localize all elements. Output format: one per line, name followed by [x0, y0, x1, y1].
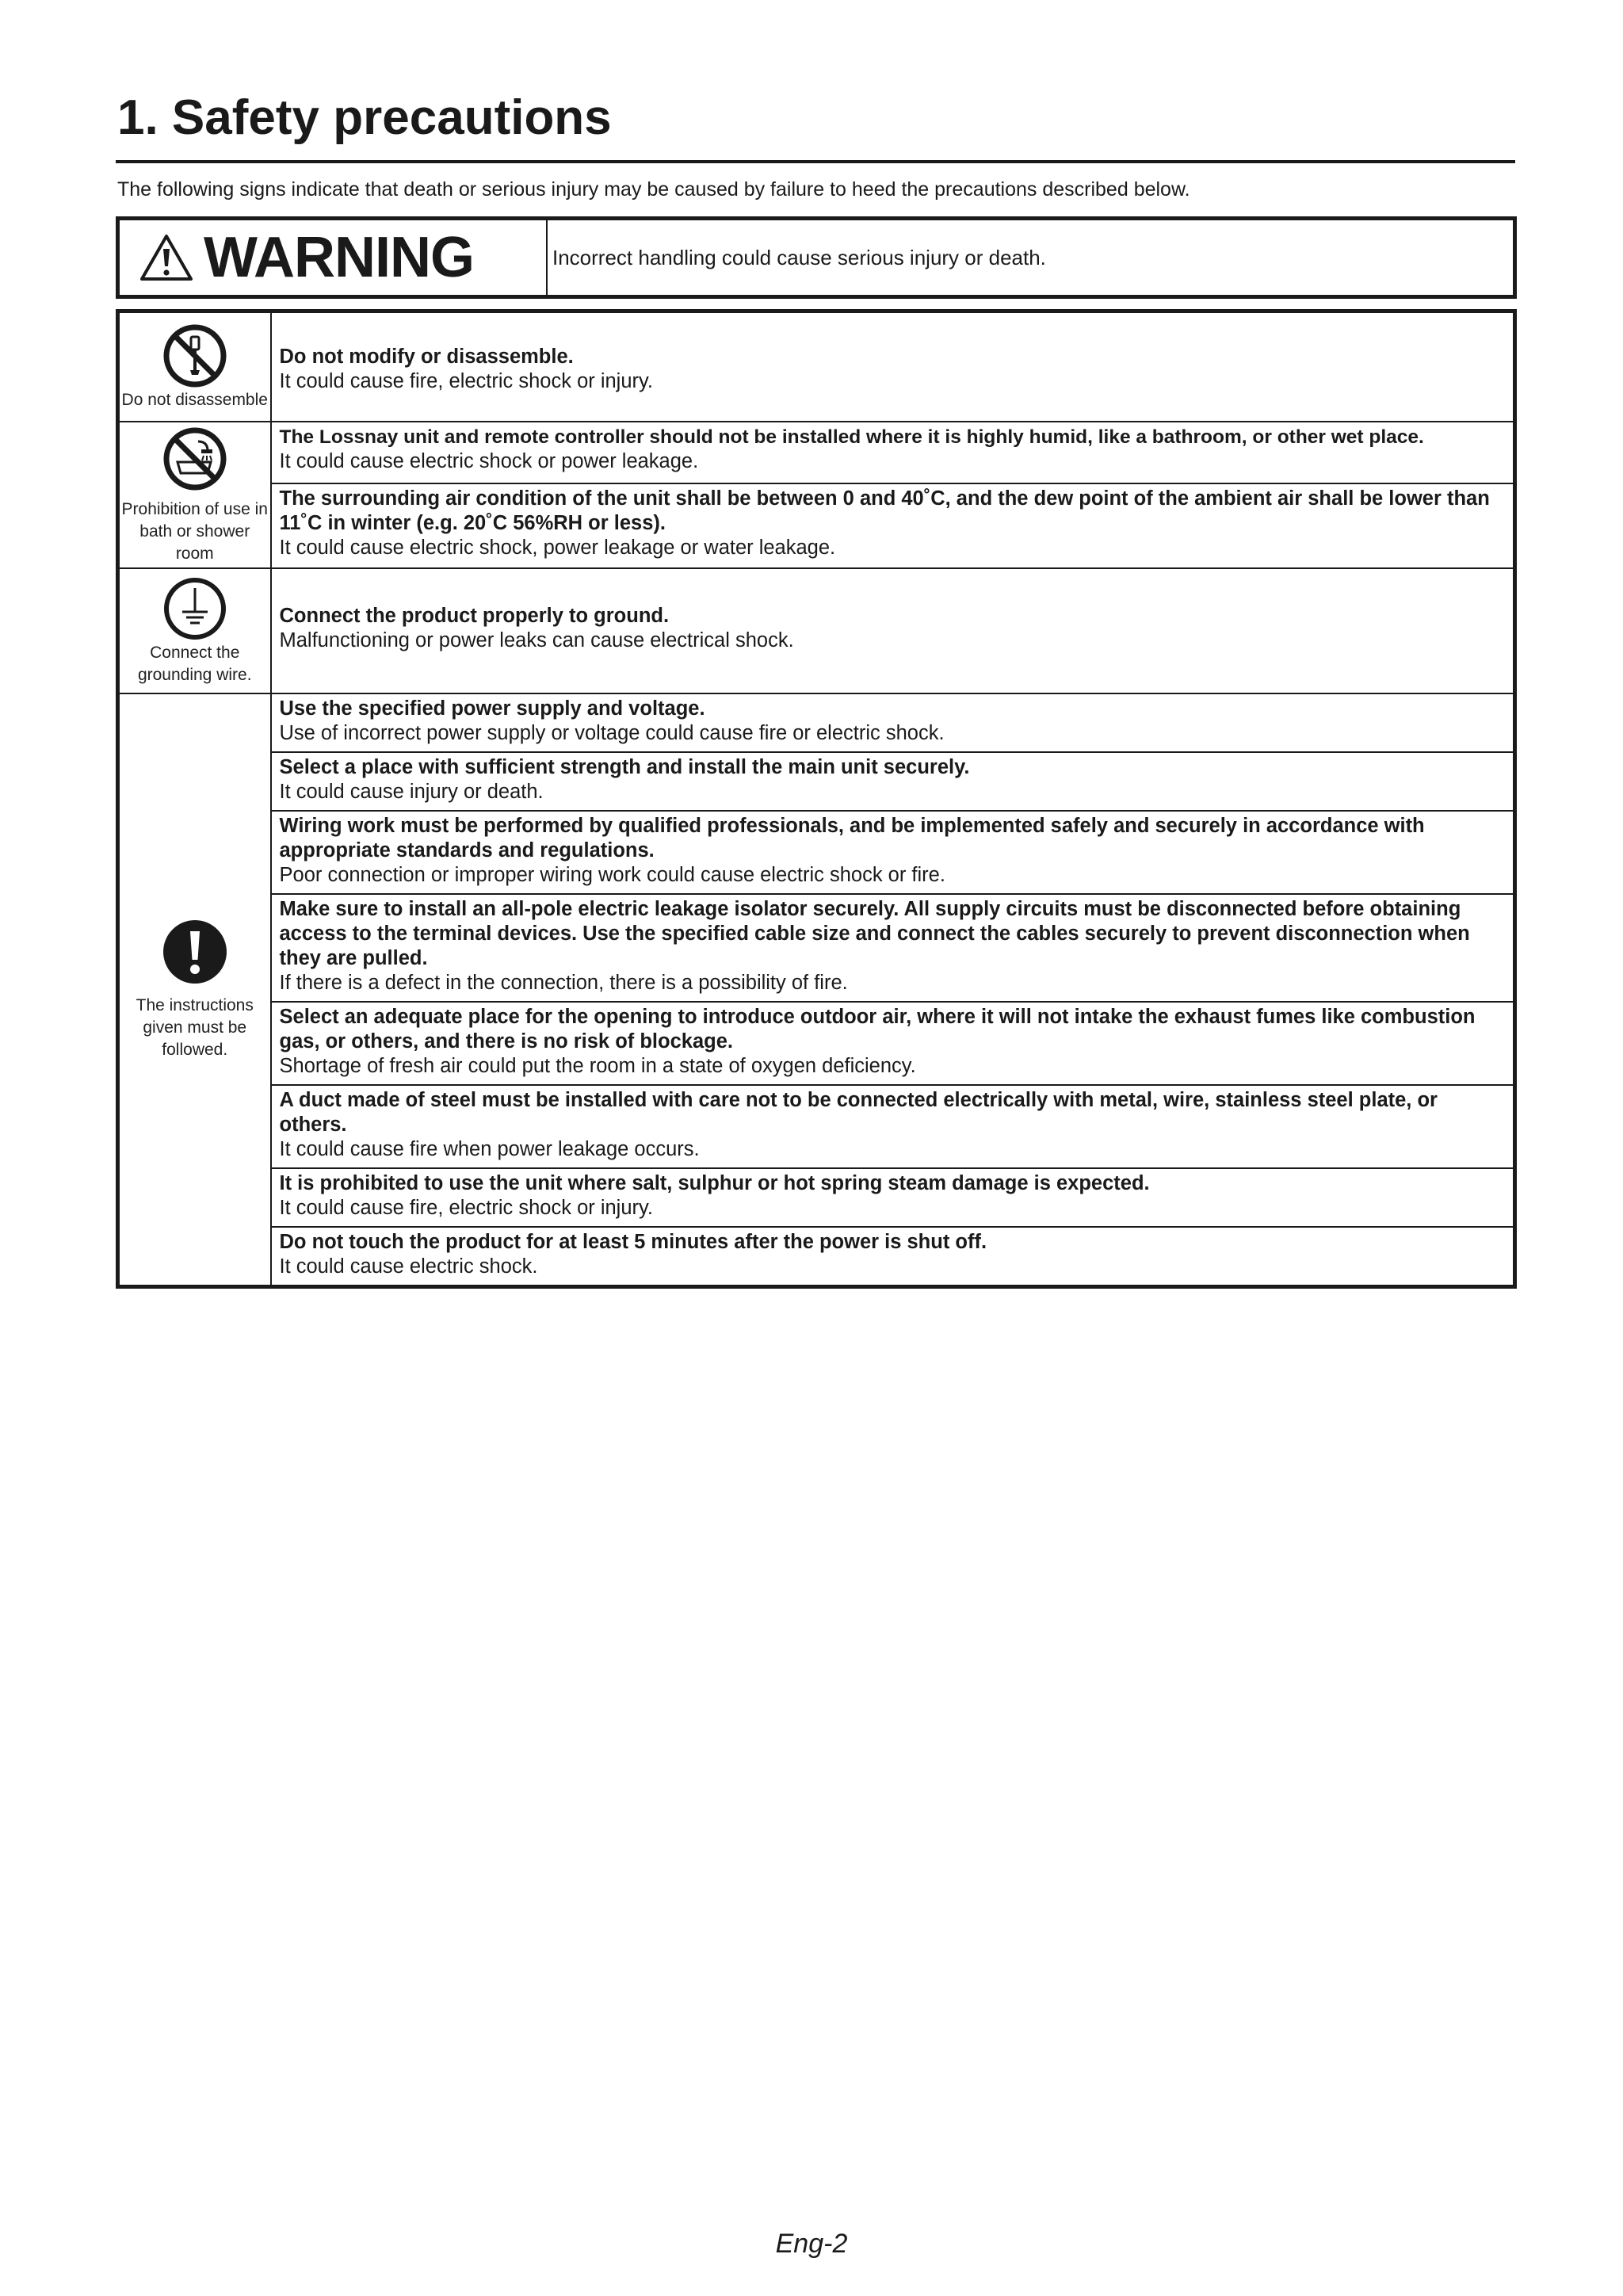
no-bath-shower-icon [162, 426, 228, 492]
precaution-title: Make sure to install an all-pole electric leakage isolator securely. All supply circuits must be disconnected before obtaining access to the terminal devices. Use the specified cable size and connect the cables securely to prevent disconnection when they are pulled. [279, 898, 1470, 969]
precaution-title: Wiring work must be performed by qualified professionals, and be implemented safely and securely in accordance with appropriate standards and regulations. [279, 815, 1425, 861]
precaution-title: The surrounding air condition of the unit shall be between 0 and 40˚C, and the dew point of the ambient air shall be lower than 11˚C in winter (e.g. 20˚C 56%RH or less). [279, 487, 1490, 534]
precaution-cell [271, 1002, 1515, 1085]
precaution-detail: It could cause electric shock. [279, 1255, 538, 1278]
precaution-row [118, 568, 1515, 693]
precaution-detail: It could cause electric shock, power leakage or water leakage. [279, 537, 836, 559]
mandatory-instruction-icon [162, 919, 228, 985]
warning-triangle-icon [139, 233, 194, 282]
precaution-row [118, 693, 1515, 752]
icon-cell-bath [118, 422, 271, 568]
precaution-title: It is prohibited to use the unit where salt, sulphur or hot spring steam damage is expected. [279, 1172, 1150, 1194]
title-divider [116, 160, 1515, 163]
precaution-item [272, 753, 1514, 810]
precaution-cell [271, 1227, 1515, 1287]
precaution-cell [271, 1085, 1515, 1168]
precaution-item [272, 313, 1514, 394]
precaution-cell [271, 422, 1515, 483]
precaution-title: The Lossnay unit and remote controller should not be installed where it is highly humid, like a bathroom, or other wet place. [279, 426, 1424, 448]
precaution-item [272, 1169, 1514, 1226]
precaution-row [118, 1085, 1515, 1168]
precaution-row [118, 311, 1515, 422]
precaution-title: Select an adequate place for the opening to introduce outdoor air, where it will not intake the exhaust fumes like combustion gas, or others, and there is no risk of blockage. [279, 1006, 1476, 1052]
precaution-title: Connect the product properly to ground. [279, 605, 670, 627]
precaution-detail: It could cause fire when power leakage occurs. [279, 1138, 700, 1160]
precaution-detail: It could cause fire, electric shock or injury. [279, 370, 653, 392]
icon-cell-disassemble [118, 311, 271, 422]
precaution-detail: If there is a defect in the connection, there is a possibility of fire. [279, 972, 848, 994]
icon-caption-bath: Prohibition of use in bath or shower room [121, 499, 268, 563]
precaution-title: Select a place with sufficient strength and install the main unit securely. [279, 756, 970, 778]
precaution-detail: Poor connection or improper wiring work could cause electric shock or fire. [279, 864, 945, 886]
precaution-item [272, 1086, 1514, 1167]
intro-text: The following signs indicate that death or serious injury may be caused by failure to heed the precautions described below. [117, 178, 1190, 201]
precaution-cell [271, 811, 1515, 894]
precaution-cell [271, 1168, 1515, 1227]
precaution-detail: Malfunctioning or power leaks can cause electrical shock. [279, 629, 794, 651]
precaution-item [272, 569, 1514, 653]
precaution-row [118, 1227, 1515, 1287]
precaution-item [272, 895, 1514, 1001]
precaution-title: Do not modify or disassemble. [279, 346, 574, 368]
precaution-title: A duct made of steel must be installed with care not to be connected electrically with metal, wire, stainless steel plate, or others. [279, 1089, 1438, 1136]
precaution-cell [271, 894, 1515, 1002]
precaution-detail: Shortage of fresh air could put the room in a state of oxygen deficiency. [279, 1055, 916, 1077]
precaution-detail: Use of incorrect power supply or voltage could cause fire or electric shock. [279, 722, 945, 744]
icon-caption-ground: Connect the grounding wire. [137, 644, 252, 684]
icon-cell-ground [118, 568, 271, 693]
page-number: Eng-2 [775, 2229, 848, 2259]
precaution-row [118, 894, 1515, 1002]
precaution-cell [271, 752, 1515, 811]
precaution-cell [271, 568, 1515, 693]
icon-caption-disassemble: Do not disassemble [121, 391, 268, 409]
precaution-row [118, 1168, 1515, 1227]
icon-cell-instructions [118, 693, 271, 1287]
precaution-title: Do not touch the product for at least 5 minutes after the power is shut off. [279, 1231, 987, 1253]
precaution-row [118, 811, 1515, 894]
precaution-row [118, 752, 1515, 811]
warning-word: WARNING [204, 226, 474, 289]
precaution-item [272, 1228, 1514, 1285]
precaution-title: Use the specified power supply and voltage. [279, 697, 705, 720]
precaution-item [272, 484, 1514, 567]
precaution-detail: It could cause fire, electric shock or injury. [279, 1197, 653, 1219]
precautions-table [116, 309, 1517, 1289]
precaution-row [118, 483, 1515, 568]
precaution-item [272, 812, 1514, 893]
precaution-cell [271, 693, 1515, 752]
icon-caption-instructions: The instructions given must be followed. [136, 995, 254, 1059]
precaution-detail: It could cause electric shock or power leakage. [279, 450, 699, 472]
precaution-item [272, 694, 1514, 751]
precaution-row [118, 1002, 1515, 1085]
precaution-cell [271, 483, 1515, 568]
precaution-row [118, 422, 1515, 483]
warning-description: Incorrect handling could cause serious injury or death. [552, 245, 1046, 269]
warning-label [120, 220, 548, 295]
precaution-detail: It could cause injury or death. [279, 781, 544, 803]
precaution-item [272, 1003, 1514, 1084]
do-not-disassemble-icon [162, 323, 228, 389]
precaution-cell [271, 311, 1515, 422]
precaution-item [272, 422, 1514, 483]
warning-banner [116, 216, 1517, 299]
page-title: 1. Safety precautions [117, 90, 612, 145]
ground-wire-icon [162, 575, 228, 642]
